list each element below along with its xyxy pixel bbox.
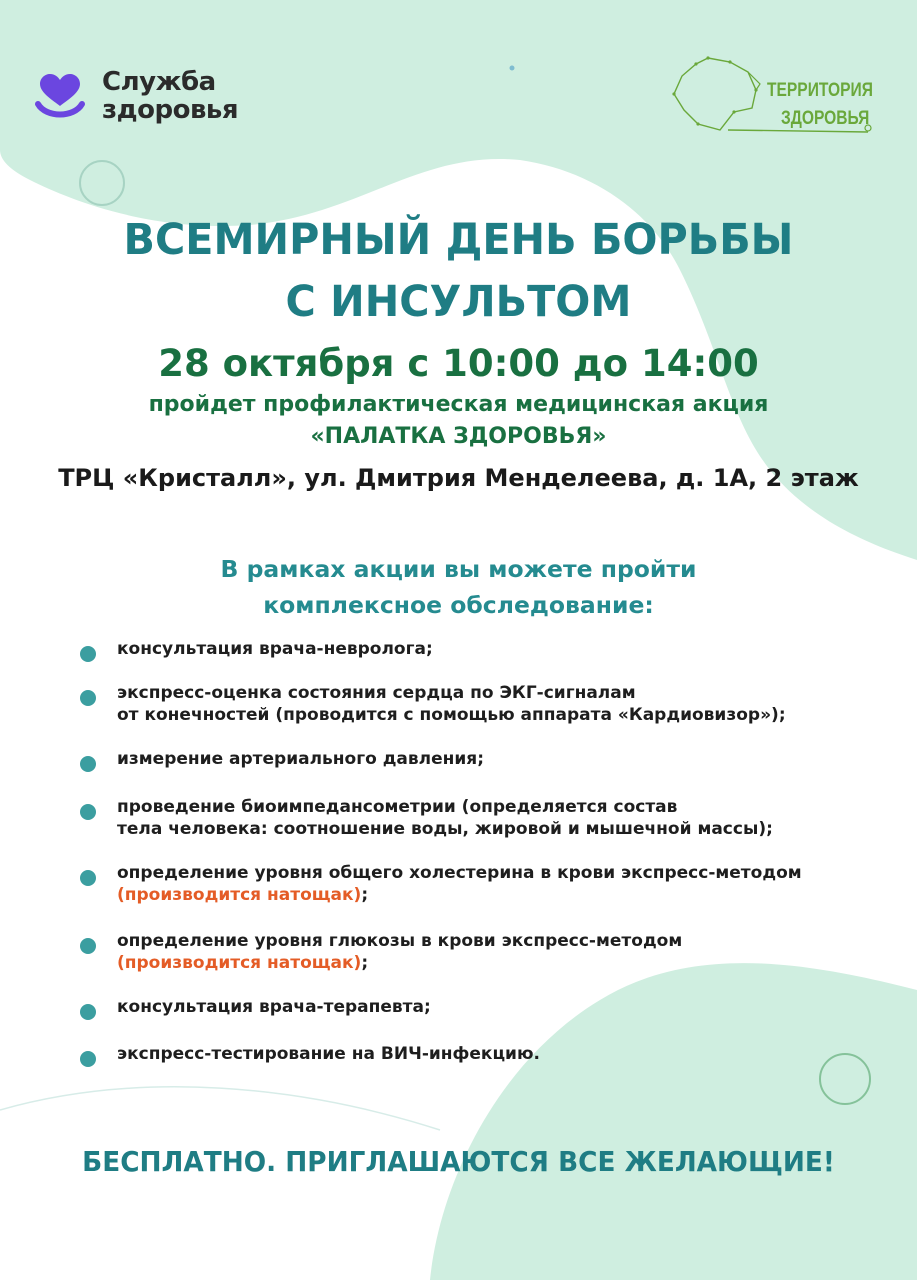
event-subtitle-line2: «ПАЛАТКА ЗДОРОВЬЯ» <box>310 424 607 449</box>
logo-right-line2: ЗДОРОВЬЯ <box>781 108 870 129</box>
list-item-text: определение уровня общего холестерина в крови экспресс-методом <box>117 863 802 883</box>
bullet-dot <box>80 938 96 954</box>
list-item-text: проведение биоимпедансометрии (определяется состав <box>117 797 678 817</box>
event-address: ТРЦ «Кристалл», ул. Дмитрия Менделеева, д. 1А, 2 этаж <box>58 464 859 492</box>
list-item-text: консультация врача-невролога; <box>117 639 433 659</box>
page-title-line2: С ИНСУЛЬТОМ <box>285 277 632 327</box>
services-intro-line2: комплексное обследование: <box>263 591 654 619</box>
fasting-note: (производится натощак) <box>117 885 362 905</box>
services-intro-line1: В рамках акции вы можете пройти <box>220 555 697 583</box>
bottom-left-arc <box>0 1087 440 1130</box>
bullet-dot <box>80 756 96 772</box>
bullet-dot <box>80 804 96 820</box>
bullet-dot <box>80 646 96 662</box>
logo-right-line1: ТЕРРИТОРИЯ <box>767 80 873 101</box>
footer-call-to-action: БЕСПЛАТНО. ПРИГЛАШАЮТСЯ ВСЕ ЖЕЛАЮЩИЕ! <box>82 1145 835 1178</box>
logo-left-line1: Служба <box>102 67 216 97</box>
list-item-text: тела человека: соотношение воды, жировой и мышечной массы); <box>117 819 773 839</box>
list-item-text: измерение артериального давления; <box>117 749 485 769</box>
list-item-text: экспресс-тестирование на ВИЧ-инфекцию. <box>117 1044 540 1064</box>
bullet-dot <box>80 1051 96 1067</box>
logo-left-line2: здоровья <box>102 95 239 125</box>
list-item-punct: ; <box>361 953 369 973</box>
list-item-punct: ; <box>361 885 369 905</box>
list-item-text: определение уровня глюкозы в крови экспресс-методом <box>117 931 683 951</box>
fasting-note: (производится натощак) <box>117 953 362 973</box>
list-item-text: консультация врача-терапевта; <box>117 997 431 1017</box>
page-title-line1: ВСЕМИРНЫЙ ДЕНЬ БОРЬБЫ <box>123 215 794 265</box>
decor-dot <box>510 66 515 71</box>
bullet-dot <box>80 870 96 886</box>
bullet-dot <box>80 690 96 706</box>
bullet-dot <box>80 1004 96 1020</box>
list-item-text: от конечностей (проводится с помощью аппарата «Кардиовизор»); <box>117 705 786 725</box>
event-subtitle-line1: пройдет профилактическая медицинская акция <box>148 392 769 417</box>
event-date: 28 октября с 10:00 до 14:00 <box>158 342 759 385</box>
heart-smile-icon <box>30 68 90 128</box>
logo-sluzhba-zdorovya <box>30 62 270 132</box>
logo-territoriya-zdorovya <box>668 50 883 142</box>
list-item-text: экспресс-оценка состояния сердца по ЭКГ-сигналам <box>117 683 636 703</box>
